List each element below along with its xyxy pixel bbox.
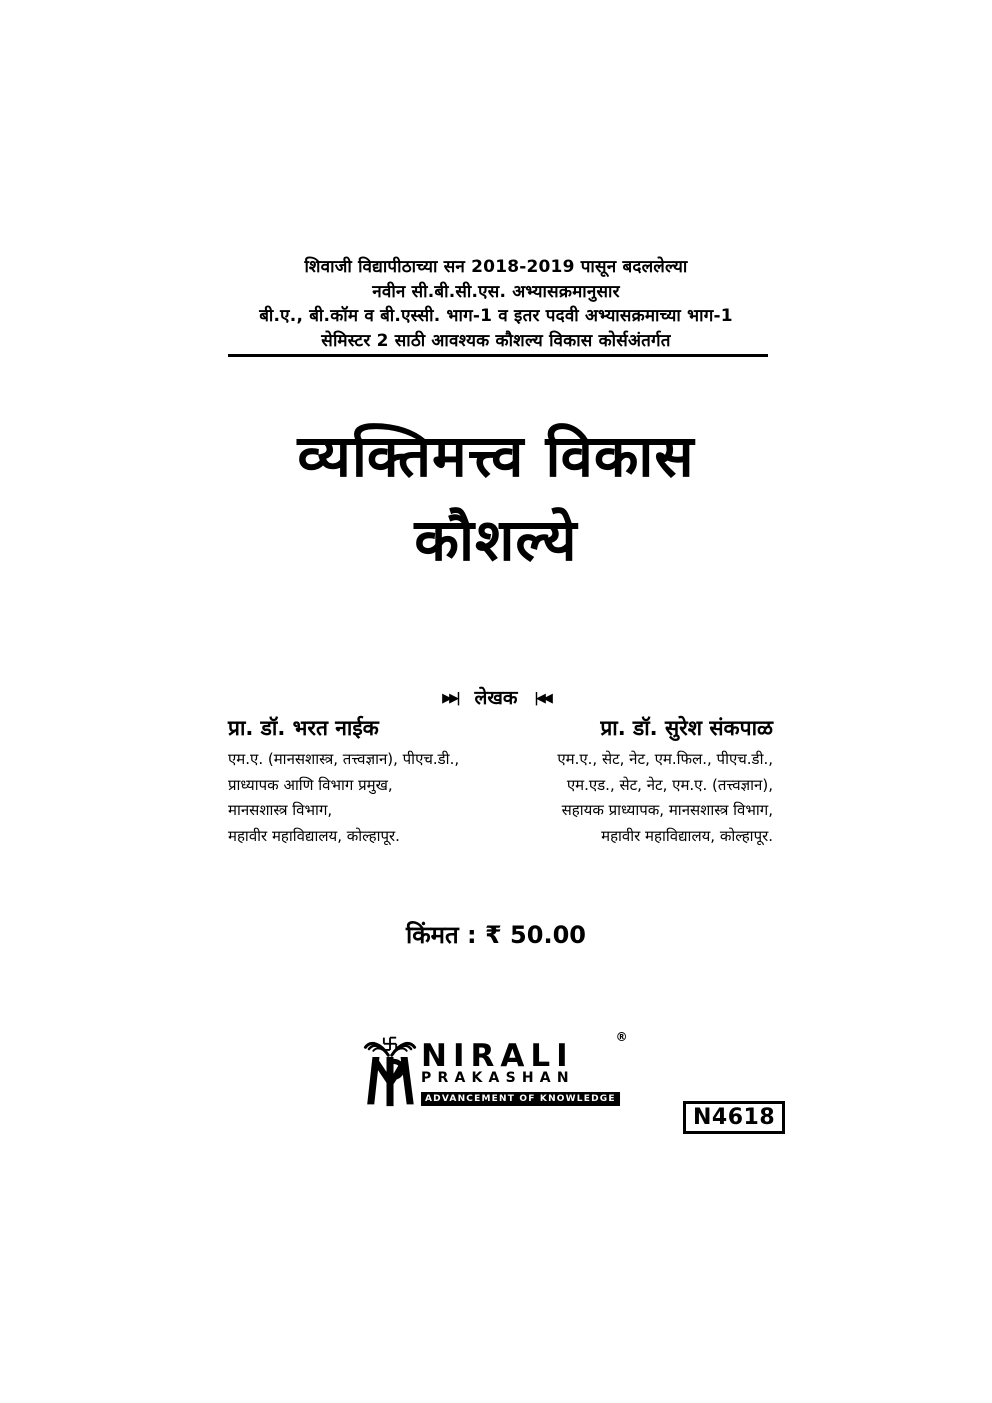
authors-heading-label: लेखक <box>474 687 518 709</box>
author-right-detail: सहायक प्राध्यापक, मानसशास्त्र विभाग, <box>561 801 773 819</box>
author-right-detail: एम.ए., सेट, नेट, एम.फिल., पीएच.डी., <box>557 750 773 768</box>
syllabus-note-line: नवीन सी.बी.सी.एस. अभ्यासक्रमानुसार <box>372 281 620 302</box>
author-left-name: प्रा. डॉ. भरत नाईक <box>228 716 379 740</box>
author-right <box>506 714 773 849</box>
author-left-detail: महावीर महाविद्यालय, कोल्हापूर. <box>228 826 400 845</box>
publisher-name: NIRALI <box>421 1038 574 1074</box>
backward-arrows-icon: |◀◀ <box>534 691 550 706</box>
author-right-detail: एम.एड., सेट, नेट, एम.ए. (तत्त्वज्ञान), <box>566 775 773 794</box>
book-title <box>0 414 992 582</box>
author-right-detail: महावीर महाविद्यालय, कोल्हापूर. <box>601 826 773 845</box>
author-left-detail: मानसशास्त्र विभाग, <box>228 801 333 819</box>
syllabus-note-line: सेमिस्टर 2 साठी आवश्यक कौशल्य विकास कोर्सअंतर्गत <box>321 330 671 351</box>
registered-trademark-icon: ® <box>615 1030 628 1044</box>
author-left <box>228 714 495 849</box>
author-left-detail: प्राध्यापक आणि विभाग प्रमुख, <box>228 775 393 794</box>
publisher-tagline: ADVANCEMENT OF KNOWLEDGE <box>421 1092 620 1106</box>
authors-row <box>228 714 773 849</box>
book-code-badge: N4618 <box>683 1101 785 1134</box>
book-title-line1: व्यक्तिमत्त्व विकास <box>297 422 695 490</box>
syllabus-note-line: बी.ए., बी.कॉम व बी.एस्सी. भाग-1 व इतर पदवी अभ्यासक्रमाच्या भाग-1 <box>259 306 733 326</box>
author-right-name: प्रा. डॉ. सुरेश संकपाळ <box>600 716 773 740</box>
syllabus-note <box>0 255 992 353</box>
horizontal-divider <box>228 354 768 357</box>
authors-heading <box>0 684 992 710</box>
author-left-detail: एम.ए. (मानसशास्त्र, तत्त्वज्ञान), पीएच.डी., <box>228 750 460 768</box>
open-book-swastika-icon <box>362 1035 418 1107</box>
forward-arrows-icon: ▶▶| <box>442 691 458 706</box>
syllabus-note-line: शिवाजी विद्यापीठाच्या सन 2018-2019 पासून बदललेल्या <box>304 257 688 277</box>
price: किंमत : ₹ 50.00 <box>406 921 586 949</box>
author-left-details <box>228 747 495 849</box>
publisher-logo <box>362 1030 628 1107</box>
author-right-details <box>506 747 773 849</box>
publisher-subname: PRAKASHAN <box>421 1070 575 1086</box>
book-title-line2: कौशल्ये <box>414 506 578 574</box>
publisher-logo-text <box>421 1030 628 1106</box>
